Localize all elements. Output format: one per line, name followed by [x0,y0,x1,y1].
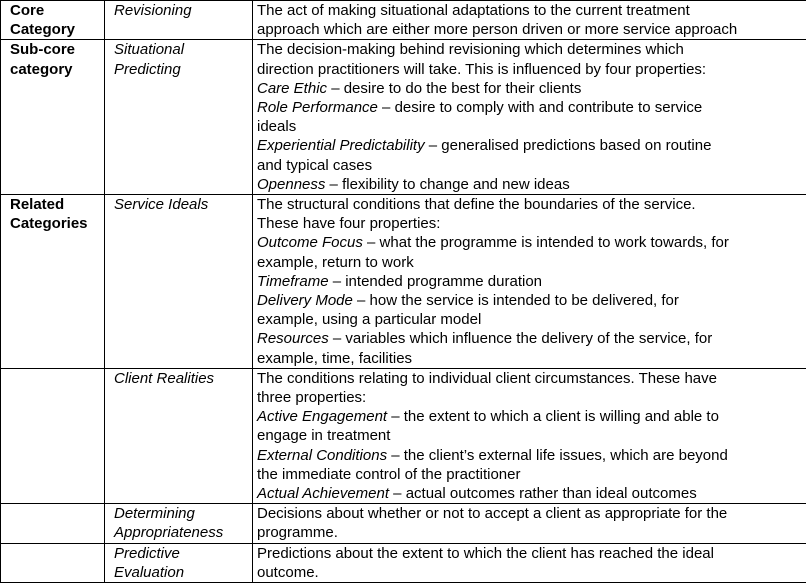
subcategory-label: Predicting [114,60,181,78]
description-text: – intended programme duration [328,272,543,290]
description-line [257,388,803,407]
category-label: Related [10,196,65,214]
category-cell [1,195,105,369]
description-text: – what the programme is intended to work towards, for [362,234,729,252]
description-text: – the client’s external life issues, which are beyond [387,446,728,464]
description-line [257,40,803,59]
table-body [1,1,806,583]
property-name: Delivery Mode [257,292,353,310]
subcategory-label: Determining [114,505,195,523]
subcategory-cell [105,40,253,195]
category-label: Categories [10,215,88,233]
description-cell [253,504,806,543]
subcategory-cell [105,195,253,369]
description-text: direction practitioners will take. This is influenced by four properties: [257,60,707,78]
subcategory-label: Service Ideals [114,196,209,214]
description-text: programme. [257,524,338,542]
description-line [257,349,803,368]
subcategory-label: Client Realities [114,369,215,387]
description-text: – variables which influence the delivery of the service, for [328,330,713,348]
description-line [257,79,803,98]
property-name: Role Performance [257,99,378,117]
description-cell [253,368,806,503]
table-row [1,543,806,582]
description-line [257,233,803,252]
description-line [257,523,803,542]
subcategory-cell [105,543,253,582]
description-line [257,156,803,175]
description-line [257,465,803,484]
description-line [257,136,803,155]
description-text: The decision-making behind revisioning which determines which [257,41,684,59]
description-line [257,484,803,503]
property-name: Resources [257,330,329,348]
description-text: three properties: [257,389,367,407]
table-row [1,504,806,543]
description-text: ideals [257,118,297,136]
description-line [257,446,803,465]
description-text: outcome. [257,563,319,581]
table-row [1,1,806,40]
description-text: – actual outcomes rather than ideal outcomes [389,485,697,503]
property-name: Timeframe [257,272,329,290]
subcategory-label: Situational [114,41,185,59]
description-line [257,310,803,329]
description-line [257,175,803,194]
description-line [257,117,803,136]
description-text: example, time, facilities [257,349,413,367]
category-cell [1,504,105,543]
category-cell [1,1,105,40]
table-row [1,40,806,195]
subcategory-label: Evaluation [114,563,185,581]
description-line [257,272,803,291]
subcategory-cell [105,1,253,40]
description-cell [253,40,806,195]
description-text: Predictions about the extent to which the client has reached the ideal [257,544,714,562]
property-name: External Conditions [257,446,388,464]
description-text: The structural conditions that define the boundaries of the service. [257,196,696,214]
category-label: Category [10,21,76,39]
description-cell [253,543,806,582]
description-text: – desire to do the best for their clients [327,79,582,97]
description-line [257,98,803,117]
category-cell [1,543,105,582]
description-text: The conditions relating to individual client circumstances. These have [257,369,717,387]
description-text: and typical cases [257,156,373,174]
property-name: Care Ethic [257,79,328,97]
description-line [257,60,803,79]
subcategory-cell [105,368,253,503]
description-line [257,195,803,214]
property-name: Experiential Predictability [257,137,425,155]
description-line [257,544,803,563]
property-name: Openness [257,175,326,193]
description-text: – how the service is intended to be delivered, for [352,292,679,310]
description-text: engage in treatment [257,427,391,445]
description-line [257,253,803,272]
description-line [257,20,803,39]
description-line [257,291,803,310]
subcategory-cell [105,504,253,543]
description-text: example, return to work [257,253,414,271]
description-text: approach which are either more person driven or more service approach [257,21,738,39]
description-cell [253,1,806,40]
description-line [257,329,803,348]
property-name: Outcome Focus [257,234,363,252]
category-label: Core [10,2,45,19]
category-cell [1,40,105,195]
description-line [257,407,803,426]
table-row [1,368,806,503]
description-text: example, using a particular model [257,311,482,329]
description-line [257,504,803,523]
description-text: – desire to comply with and contribute to service [377,99,703,117]
description-line [257,563,803,582]
description-text: – flexibility to change and new ideas [325,175,570,193]
description-cell [253,195,806,369]
subcategory-label: Revisioning [114,2,192,19]
category-cell [1,368,105,503]
table-row [1,195,806,369]
description-line [257,369,803,388]
category-label: category [10,60,73,78]
description-text: the immediate control of the practitioner [257,465,521,483]
property-name: Actual Achievement [257,485,390,503]
description-line [257,1,803,20]
description-text: Decisions about whether or not to accept a client as appropriate for the [257,505,728,523]
description-text: The act of making situational adaptations to the current treatment [257,2,690,19]
description-text: – the extent to which a client is willing and able to [387,408,719,426]
subcategory-label: Predictive [114,544,180,562]
property-name: Active Engagement [257,408,388,426]
description-line [257,214,803,233]
description-line [257,426,803,445]
subcategory-label: Appropriateness [114,524,224,542]
description-text: – generalised predictions based on routine [424,137,712,155]
category-label: Sub-core [10,41,76,59]
description-text: These have four properties: [257,215,441,233]
